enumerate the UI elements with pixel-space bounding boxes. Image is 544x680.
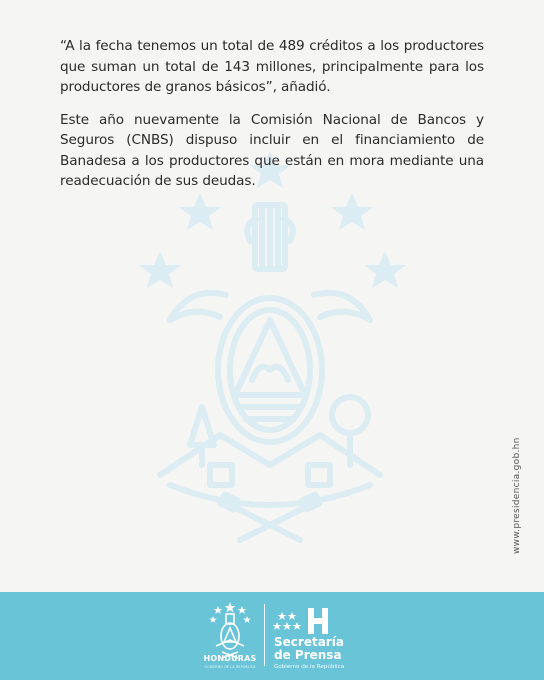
honduras-subtitle: GOBIERNO DE LA REPÚBLICA [204, 665, 256, 669]
coat-of-arms-watermark-icon [130, 145, 410, 545]
prensa-title: de Prensa [274, 648, 342, 662]
footer-bar [0, 592, 544, 680]
secretaria-prensa-logo-icon [272, 606, 382, 636]
secretaria-title: Secretaría [274, 635, 344, 649]
cnbs-paragraph: Este año nuevamente la Comisión Nacional de Bancos y Seguros (CNBS) dispuso incluir en el financiamiento de Banadesa a los productores que están en mora mediante una readecuación de sus deudas. [60, 111, 484, 189]
quote-paragraph: “A la fecha tenemos un total de 489 créditos a los productores que suman un total de 143 millones, principalmente para los productores de granos básicos”, añadió. [60, 38, 484, 95]
honduras-wordmark: HONDURAS [203, 654, 257, 663]
website-url: www.presidencia.gob.hn [512, 437, 522, 554]
footer-divider [264, 604, 265, 666]
article-body [60, 36, 484, 204]
gobierno-subtitle: Gobierno de la República [274, 664, 345, 670]
